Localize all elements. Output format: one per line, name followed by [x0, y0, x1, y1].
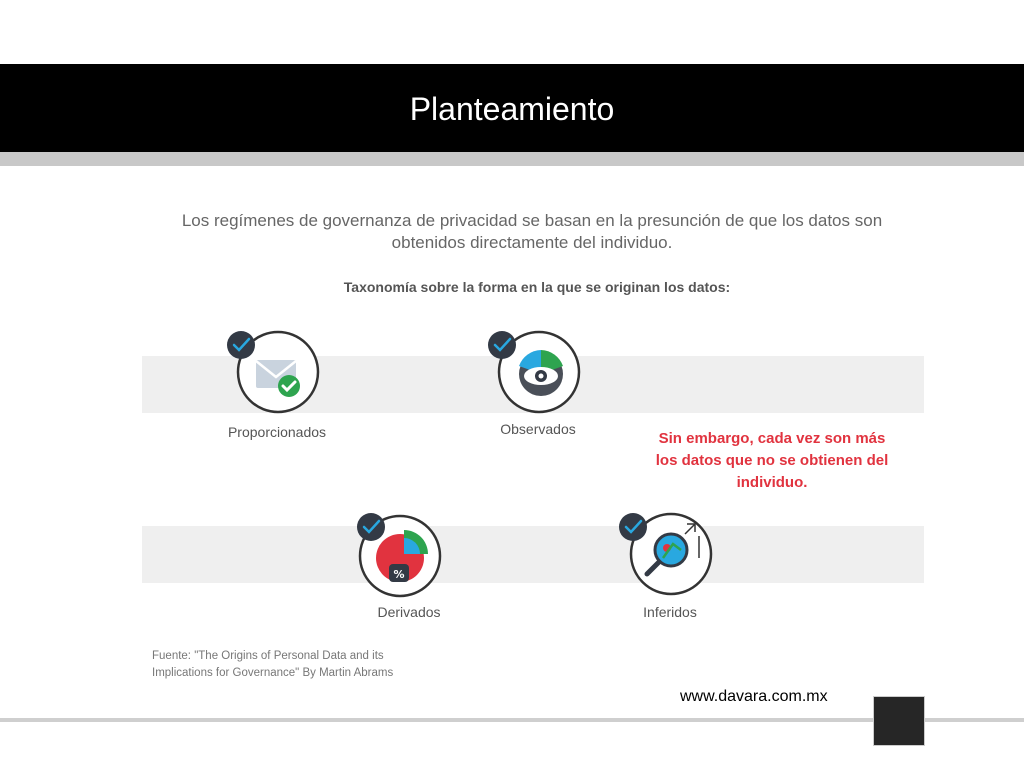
- callout-text: [632, 428, 912, 494]
- check-badge-icon: [618, 512, 648, 542]
- source-line-2: Implications for Governance" By Martin Abrams: [152, 667, 394, 679]
- category-label-observados: Observados: [500, 421, 576, 437]
- svg-text:%: %: [393, 568, 405, 581]
- callout-line-1: Sin embargo, cada vez son más: [658, 430, 886, 447]
- category-label-inferidos: Inferidos: [643, 604, 697, 620]
- intro-line-2: obtenidos directamente del individuo.: [391, 233, 673, 252]
- check-badge-icon: [487, 330, 517, 360]
- callout-line-2: los datos que no se obtienen del: [655, 452, 889, 469]
- category-band-bottom: [142, 526, 924, 583]
- intro-line-1: Los regímenes de governanza de privacidad se basan en la presunción de que los datos son: [181, 211, 883, 230]
- category-label-derivados: Derivados: [377, 604, 441, 620]
- source-citation: [152, 648, 472, 682]
- page-title: Planteamiento: [409, 91, 615, 127]
- check-badge-icon: [356, 512, 386, 542]
- footer-divider: [0, 718, 1024, 722]
- website-link[interactable]: www.davara.com.mx: [680, 688, 828, 705]
- taxonomy-subtitle: Taxonomía sobre la forma en la que se originan los datos:: [343, 279, 731, 295]
- callout-line-3: individuo.: [736, 474, 808, 491]
- check-badge-icon: [226, 330, 256, 360]
- footer-logo-square: [873, 696, 925, 746]
- source-line-1: Fuente: "The Origins of Personal Data and its: [152, 650, 384, 662]
- header-divider: [0, 152, 1024, 166]
- intro-text: [160, 210, 904, 254]
- category-label-proporcionados: Proporcionados: [227, 424, 327, 440]
